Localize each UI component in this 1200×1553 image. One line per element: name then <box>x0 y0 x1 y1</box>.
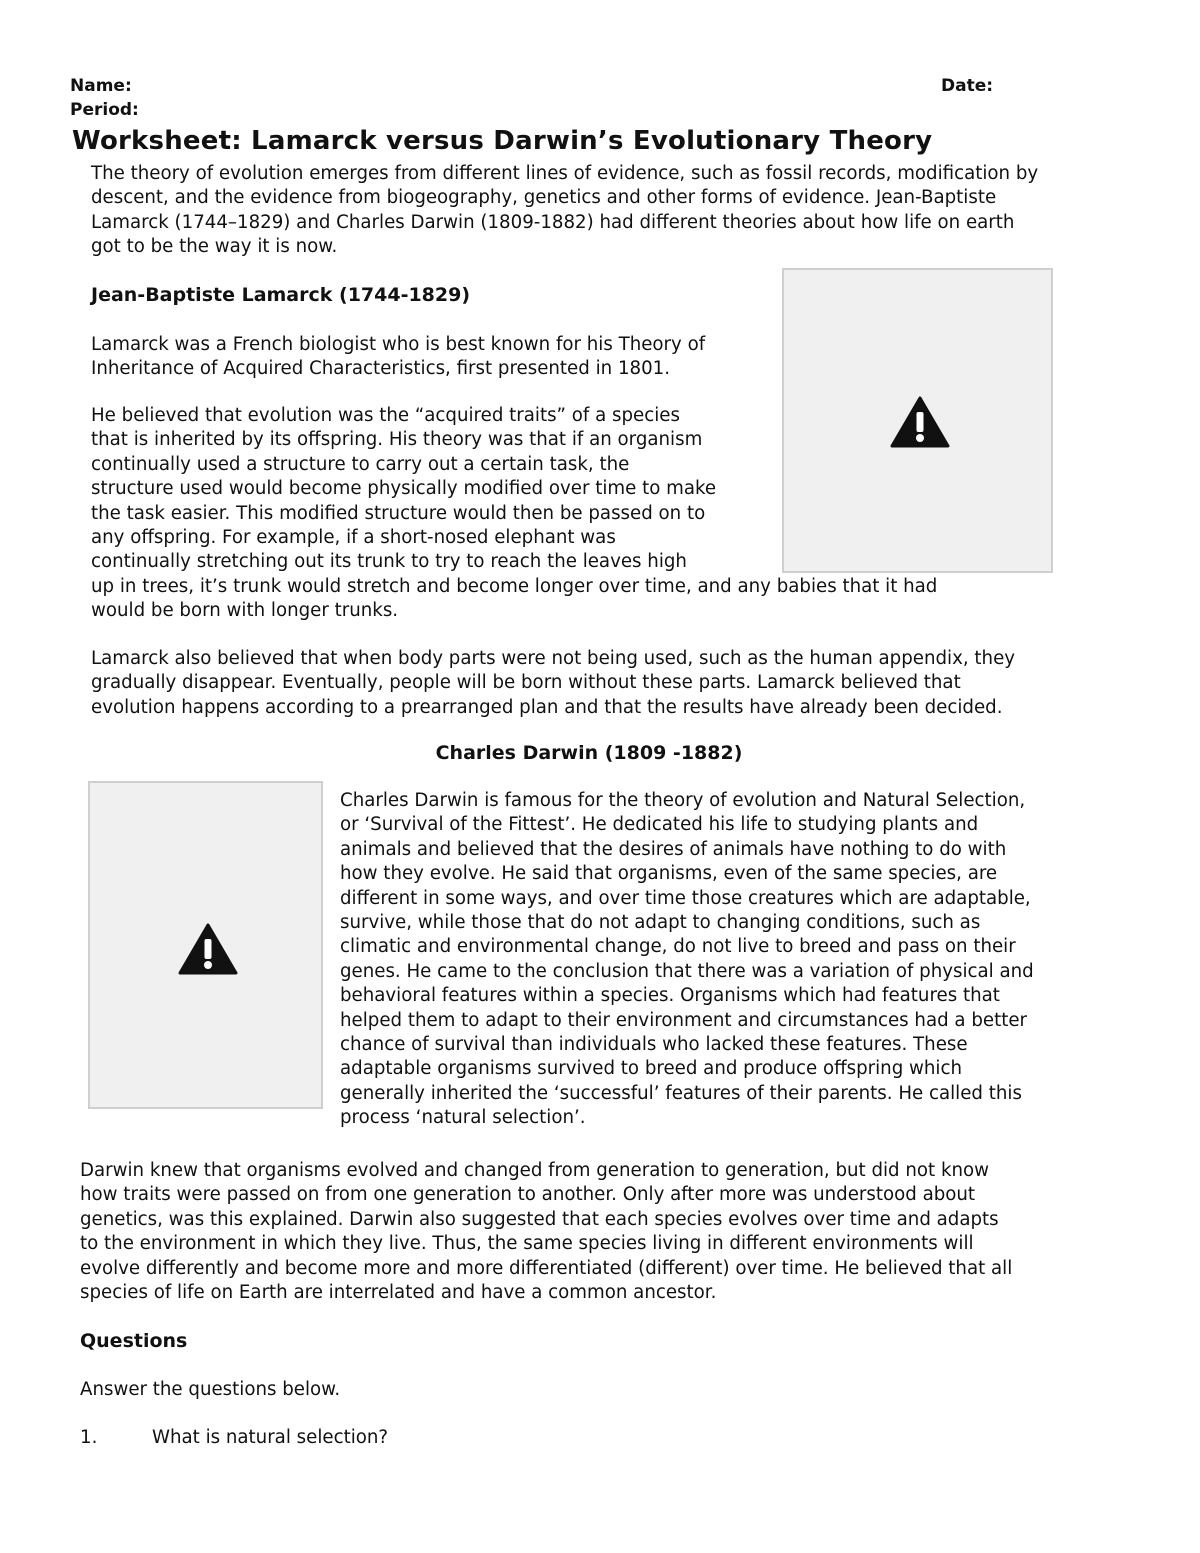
date-label: Date: <box>941 76 994 96</box>
paragraph-line: chance of survival than individuals who lacked these features. These <box>340 1034 968 1056</box>
lamarck-heading: Jean-Baptiste Lamarck (1744-1829) <box>91 284 471 306</box>
paragraph-line: generally inherited the ‘successful’ features of their parents. He called this <box>340 1082 1022 1104</box>
paragraph-line: or ‘Survival of the Fittest’. He dedicated his life to studying plants and <box>340 814 979 836</box>
darwin-heading: Charles Darwin (1809 -1882) <box>435 742 743 764</box>
paragraph-line: evolve differently and become more and more differentiated (different) over time. He believed that all <box>80 1257 1013 1279</box>
paragraph-line: climatic and environmental change, do not live to breed and pass on their <box>340 936 1016 958</box>
name-label: Name: <box>70 76 132 96</box>
lamarck-paragraph-3 <box>91 647 1015 720</box>
paragraph-line: process ‘natural selection’. <box>340 1107 586 1129</box>
period-label: Period: <box>70 100 139 120</box>
intro-line: The theory of evolution emerges from different lines of evidence, such as fossil records, modification by <box>91 163 1039 184</box>
darwin-paragraph-2 <box>80 1159 1012 1305</box>
paragraph-line: continually used a structure to carry out a certain task, the <box>91 453 630 475</box>
paragraph-line: survive, while those that do not adapt to changing conditions, such as <box>340 912 981 934</box>
paragraph-line: He believed that evolution was the “acquired traits” of a species <box>91 405 680 426</box>
intro-line: Lamarck (1744–1829) and Charles Darwin (1809-1882) had different theories about how life on earth <box>91 211 1015 233</box>
darwin-paragraph-1 <box>340 789 1034 1131</box>
paragraph-line: evolution happens according to a prearranged plan and that the results have already been decided. <box>91 696 1003 718</box>
paragraph-line: animals and believed that the desires of animals have nothing to do with <box>340 838 1007 860</box>
paragraph-line: structure used would become physically modified over time to make <box>91 478 717 500</box>
paragraph-line: genes. He came to the conclusion that there was a variation of physical and <box>340 960 1034 982</box>
paragraph-line: how traits were passed on from one generation to another. Only after more was understood about <box>80 1184 976 1206</box>
paragraph-line: Darwin knew that organisms evolved and changed from generation to generation, but did not know <box>80 1160 990 1181</box>
intro-line: got to be the way it is now. <box>91 236 338 258</box>
question-text: What is natural selection? <box>152 1427 389 1448</box>
paragraph-line: helped them to adapt to their environment and circumstances had a better <box>340 1009 1028 1031</box>
paragraph-line: Charles Darwin is famous for the theory of evolution and Natural Selection, <box>340 790 1026 811</box>
worksheet-title: Worksheet: Lamarck versus Darwin’s Evolutionary Theory <box>72 126 933 156</box>
paragraph-line: behavioral features within a species. Organisms which had features that <box>340 985 1000 1007</box>
intro-paragraph <box>91 162 1038 260</box>
intro-line: descent, and the evidence from biogeography, genetics and other forms of evidence. Jean-Baptiste <box>91 187 997 209</box>
paragraph-line: Inheritance of Acquired Characteristics, first presented in 1801. <box>91 358 671 380</box>
paragraph-line: genetics, was this explained. Darwin also suggested that each species evolves over time and adapts <box>80 1208 999 1230</box>
paragraph-line: species of life on Earth are interrelated and have a common ancestor. <box>80 1282 717 1304</box>
paragraph-line: to the environment in which they live. Thus, the same species living in different environments will <box>80 1233 974 1255</box>
paragraph-line: any offspring. For example, if a short-nosed elephant was <box>91 527 616 549</box>
lamarck-paragraph-1 <box>91 333 705 382</box>
darwin-image-placeholder <box>88 781 323 1109</box>
paragraph-line: up in trees, it’s trunk would stretch and become longer over time, and any babies that it had <box>91 575 938 597</box>
paragraph-line: gradually disappear. Eventually, people will be born without these parts. Lamarck believed that <box>91 672 961 694</box>
paragraph-line: the task easier. This modified structure would then be passed on to <box>91 502 706 524</box>
lamarck-paragraph-2 <box>91 404 937 624</box>
paragraph-line: continually stretching out its trunk to try to reach the leaves high <box>91 551 687 573</box>
questions-instruction: Answer the questions below. <box>80 1379 341 1400</box>
paragraph-line: how they evolve. He said that organisms, even of the same species, are <box>340 863 998 885</box>
question-item <box>80 1426 680 1450</box>
question-number: 1. <box>80 1427 98 1448</box>
paragraph-line: different in some ways, and over time those creatures which are adaptable, <box>340 887 1031 909</box>
paragraph-line: Lamarck was a French biologist who is best known for his Theory of <box>91 334 706 355</box>
warning-icon <box>178 923 238 975</box>
paragraph-line: that is inherited by its offspring. His theory was that if an organism <box>91 429 703 451</box>
paragraph-line: Lamarck also believed that when body parts were not being used, such as the human appendix, they <box>91 648 1016 669</box>
paragraph-line: adaptable organisms survived to breed and produce offspring which <box>340 1058 963 1080</box>
paragraph-line: would be born with longer trunks. <box>91 600 399 622</box>
questions-heading: Questions <box>80 1330 188 1352</box>
